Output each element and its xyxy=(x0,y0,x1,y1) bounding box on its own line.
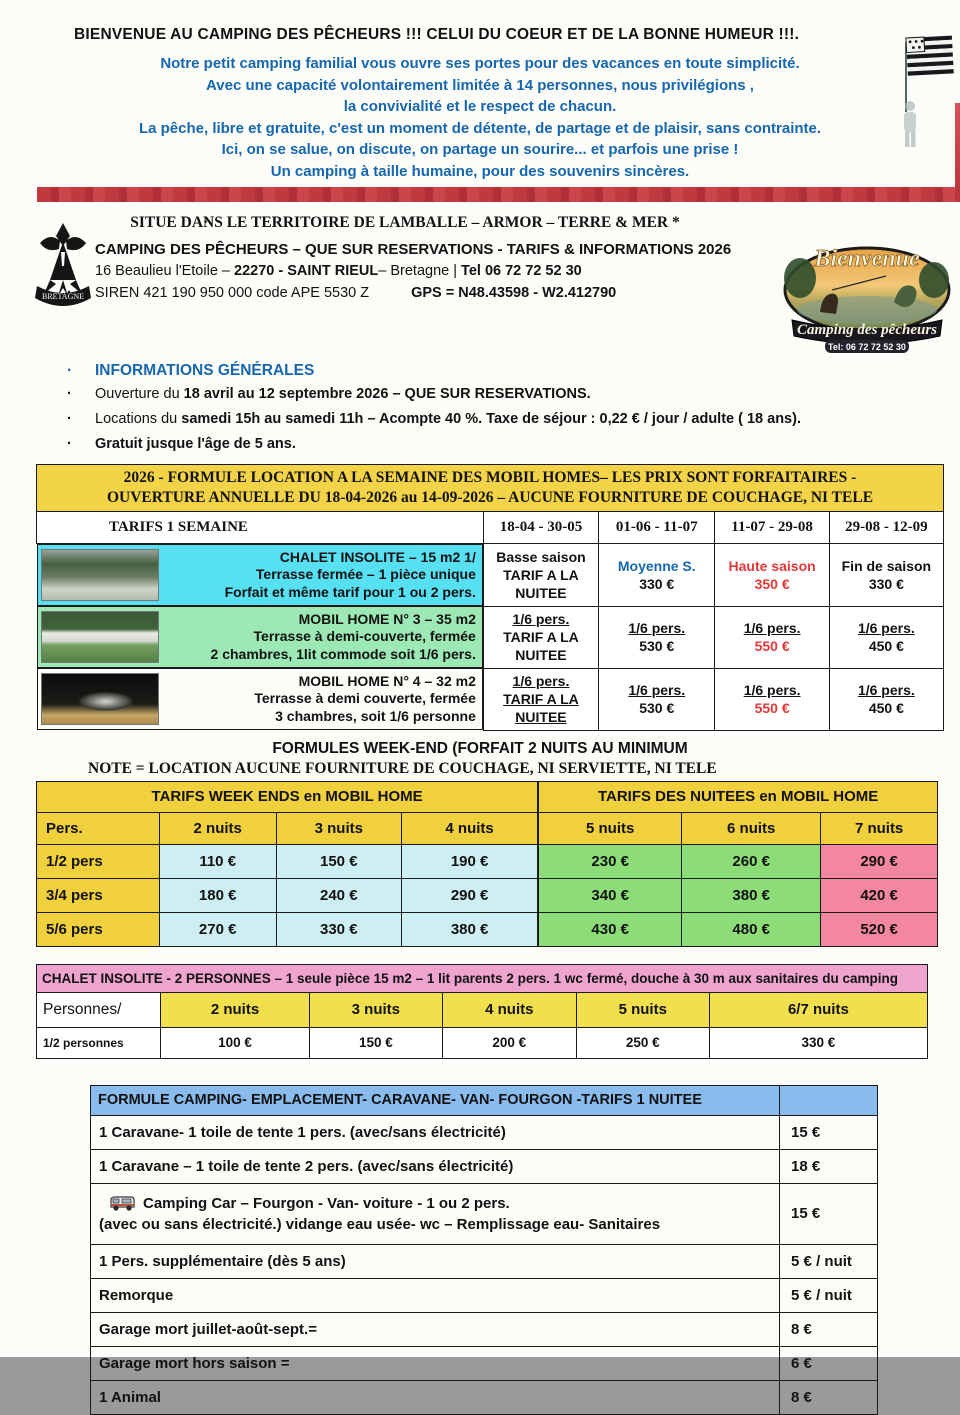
emblem-label: BRETAGNE xyxy=(41,292,85,301)
column-header: TARIFS 1 SEMAINE xyxy=(37,512,484,544)
price-cell: 240 € xyxy=(276,878,401,912)
bullet-text-bold: Gratuit jusque l'âge de 5 ans. xyxy=(95,436,296,452)
item-label-line2: (avec ou sans électricité.) vidange eau usée- wc – Remplissage eau- Sanitaires xyxy=(99,1215,661,1233)
column-header: 5 nuits xyxy=(576,992,709,1027)
price-cell xyxy=(599,544,715,607)
price-cell xyxy=(483,544,598,607)
column-header: 29-08 - 12-09 xyxy=(829,512,943,544)
price-cell: 150 € xyxy=(276,844,401,878)
accommodation-cell xyxy=(37,544,483,606)
intro-line: Un camping à taille humaine, pour des souvenirs sincères. xyxy=(270,162,690,180)
mobilhome4-photo xyxy=(41,673,159,725)
price-cell: 330 € xyxy=(276,912,401,946)
camping-row-campingcar xyxy=(91,1183,878,1244)
chalet-column-header-row xyxy=(37,992,928,1027)
price-cell xyxy=(715,544,829,607)
price-cell: 330 € xyxy=(709,1027,927,1058)
weekend-rates-table xyxy=(36,781,938,947)
price-cell: 520 € xyxy=(821,912,938,946)
intro-line: Notre petit camping familial vous ouvre ses portes pour des vacances en toute simplicité. xyxy=(160,55,800,72)
table-row-mobilhome-3 xyxy=(37,606,944,668)
price-cell: 190 € xyxy=(402,844,539,878)
territory-line: · SITUE DANS LE TERRITOIRE DE LAMBALLE – ARMOR – TERRE & MER * xyxy=(95,214,715,232)
tariff-note: TARIF A LA xyxy=(503,629,579,645)
price-cell: 8 € xyxy=(780,1380,878,1414)
bullet-text-bold: 18 avril au 12 septembre 2026 – QUE SUR RESERVATIONS. xyxy=(183,386,591,402)
price-cell: 260 € xyxy=(682,844,821,878)
accommodation-title: MOBIL HOME N° 3 – 35 m2 xyxy=(298,610,476,627)
info-bullet xyxy=(95,434,960,455)
price-cell: 8 € xyxy=(780,1312,878,1346)
column-header: Pers. xyxy=(37,812,160,844)
camping-row xyxy=(91,1380,878,1414)
bullet-text: Ouverture du xyxy=(95,386,184,402)
info-bullet xyxy=(95,384,960,405)
accommodation-desc: 3 chambres, soit 1/6 personne xyxy=(275,707,476,724)
capacity-label: 1/6 pers. xyxy=(512,673,570,689)
price-cell: 380 € xyxy=(402,912,539,946)
season-label: Moyenne S. xyxy=(617,557,696,574)
capacity-label: 1/6 pers. xyxy=(857,620,915,636)
weekly-header-row xyxy=(37,512,944,544)
intro-line: Avec une capacité volontairement limitée à 14 personnes, nous privilégions , xyxy=(206,76,754,94)
column-header: 6/7 nuits xyxy=(709,992,927,1027)
price-cell xyxy=(599,606,715,668)
address-postal: 22270 - SAINT RIEUL xyxy=(234,263,379,279)
persons-cell: 1/2 pers xyxy=(37,844,160,878)
address-part: – Bretagne | xyxy=(378,263,462,279)
capacity-label: 1/6 pers. xyxy=(628,620,686,636)
price-cell: 200 € xyxy=(442,1027,576,1058)
table-row-chalet-insolite xyxy=(37,544,944,607)
price-cell: 15 € xyxy=(780,1115,878,1149)
column-header: 4 nuits xyxy=(442,992,576,1027)
column-header: 11-07 - 29-08 xyxy=(715,512,829,544)
gps-coordinates: GPS = N48.43598 - W2.412790 xyxy=(411,285,617,301)
capacity-label: 1/6 pers. xyxy=(628,682,686,698)
info-heading: · INFORMATIONS GÉNÉRALES xyxy=(95,362,960,380)
banner-spacer-cell xyxy=(780,1085,878,1115)
price-cell xyxy=(715,606,829,668)
season-label: Fin de saison xyxy=(841,557,932,574)
price-value: 330 € xyxy=(639,575,675,592)
item-label: Remorque xyxy=(91,1278,780,1312)
price-cell: 180 € xyxy=(159,878,276,912)
siren-number: SIREN 421 190 950 000 code APE 5530 Z xyxy=(95,285,370,301)
column-header: 2 nuits xyxy=(159,812,276,844)
camper-van-icon xyxy=(109,1195,137,1216)
banner-line: OUVERTURE ANNUELLE DU 18-04-2026 au 14-09-2026 – AUCUNE FOURNITURE DE COUCHAGE, NI TELE xyxy=(106,489,874,506)
price-value: 450 € xyxy=(868,638,904,654)
price-value: 330 € xyxy=(868,575,904,592)
tariff-note: NUITEE xyxy=(515,709,567,725)
price-cell: 380 € xyxy=(682,878,821,912)
logo-bienvenue-text: Bienvenue xyxy=(814,246,920,272)
column-header: 4 nuits xyxy=(402,812,539,844)
price-cell xyxy=(829,668,943,730)
item-label: Garage mort hors saison = xyxy=(91,1346,780,1380)
camping-banner-row xyxy=(91,1085,878,1115)
camping-logo xyxy=(782,240,952,359)
price-cell: 480 € xyxy=(682,912,821,946)
item-label xyxy=(91,1183,780,1244)
weekend-note: NOTE = LOCATION AUCUNE FOURNITURE DE COUCHAGE, NI SERVIETTE, NI TELE xyxy=(88,759,717,777)
column-header: Personnes/ xyxy=(37,992,161,1027)
weekend-column-header-row xyxy=(37,812,938,844)
weekly-rates-table xyxy=(36,464,944,731)
intro-paragraph xyxy=(60,53,900,182)
season-label: Basse saison xyxy=(496,548,586,565)
price-value: 450 € xyxy=(868,700,904,716)
banner-line: 2026 - FORMULE LOCATION A LA SEMAINE DES MOBIL HOMES– LES PRIX SONT FORFAITAIRES - xyxy=(123,469,857,486)
chalet-banner: CHALET INSOLITE - 2 PERSONNES – 1 seule pièce 15 m2 – 1 lit parents 2 pers. 1 wc fermé, douche à 30 m aux sanitaires du camping xyxy=(37,964,928,992)
price-value: 350 € xyxy=(754,575,790,592)
intro-line: Ici, on se salue, on discute, on partage un sourire... et parfois une prise ! xyxy=(221,141,739,158)
price-value: 530 € xyxy=(639,700,675,716)
red-divider-band xyxy=(37,187,960,202)
phone-number: Tel 06 72 72 52 30 xyxy=(461,263,582,279)
price-cell: 420 € xyxy=(821,878,938,912)
chalet-banner-row xyxy=(37,964,928,992)
price-cell: 15 € xyxy=(780,1183,878,1244)
price-cell xyxy=(599,668,715,730)
item-label: Garage mort juillet-août-sept.= xyxy=(91,1312,780,1346)
accommodation-cell xyxy=(37,668,483,730)
price-cell: 340 € xyxy=(538,878,681,912)
accommodation-desc: Terrasse à demi-couverte, fermée xyxy=(253,628,476,645)
weekend-row-5-6-pers xyxy=(37,912,938,946)
price-cell: 230 € xyxy=(538,844,681,878)
camping-row xyxy=(91,1312,878,1346)
chalet-photo xyxy=(41,549,159,601)
weekend-group-header-row xyxy=(37,781,938,812)
column-header: 01-06 - 11-07 xyxy=(599,512,715,544)
column-header: 2 nuits xyxy=(161,992,310,1027)
logo-name-text: Camping des pêcheurs xyxy=(796,322,938,338)
general-info-section xyxy=(0,362,960,455)
capacity-label: 1/6 pers. xyxy=(743,620,801,636)
price-cell: 290 € xyxy=(402,878,539,912)
venue-name-line: CAMPING DES PÊCHEURS – QUE SUR RESERVATIONS - TARIFS & INFORMATIONS 2026 xyxy=(95,241,732,258)
price-cell: 5 € / nuit xyxy=(780,1278,878,1312)
price-value: 530 € xyxy=(639,638,675,654)
price-cell: 150 € xyxy=(309,1027,442,1058)
price-cell xyxy=(483,668,598,730)
accommodation-desc: Terrasse fermée – 1 pièce unique xyxy=(255,566,476,583)
camping-row xyxy=(91,1244,878,1278)
price-cell: 250 € xyxy=(576,1027,709,1058)
tariff-note: NUITEE xyxy=(515,647,567,663)
column-header: 7 nuits xyxy=(821,812,938,844)
price-cell xyxy=(715,668,829,730)
logo-tel-text: Tel: 06 72 72 52 30 xyxy=(828,342,906,352)
price-value: 550 € xyxy=(754,700,790,716)
price-cell xyxy=(829,606,943,668)
weekend-title: FORMULES WEEK-END (FORFAIT 2 NUITS AU MINIMUM xyxy=(272,739,688,757)
persons-cell: 1/2 personnes xyxy=(37,1027,161,1058)
breton-flag-icon xyxy=(880,30,954,152)
camping-row xyxy=(91,1346,878,1380)
mobilhome3-photo xyxy=(41,611,159,663)
group-header: TARIFS DES NUITEES en MOBIL HOME xyxy=(538,781,937,812)
info-bullet xyxy=(95,409,960,430)
bullet-text: Locations du xyxy=(95,411,182,427)
column-header: 3 nuits xyxy=(309,992,442,1027)
bretagne-ermine-icon xyxy=(32,222,94,327)
table-row-mobilhome-4 xyxy=(37,668,944,730)
weekend-row-1-2-pers xyxy=(37,844,938,878)
tariff-note: NUITEE xyxy=(515,584,567,601)
price-cell: 5 € / nuit xyxy=(780,1244,878,1278)
price-cell: 290 € xyxy=(821,844,938,878)
capacity-label: 1/6 pers. xyxy=(857,682,915,698)
item-label: 1 Caravane – 1 toile de tente 2 pers. (avec/sans électricité) xyxy=(91,1149,780,1183)
page-title: BIENVENUE AU CAMPING DES PÊCHEURS !!! CELUI DU COEUR ET DE LA BONNE HUMEUR !!!. xyxy=(74,26,800,43)
price-cell: 430 € xyxy=(538,912,681,946)
venue-section xyxy=(0,214,960,354)
price-cell: 18 € xyxy=(780,1149,878,1183)
accommodation-desc: Terrasse à demi couverte, fermée xyxy=(254,690,476,707)
tariff-note: TARIF A LA xyxy=(503,691,579,707)
price-cell xyxy=(483,606,598,668)
item-label-line1: Camping Car – Fourgon - Van- voiture - 1 ou 2 pers. xyxy=(143,1194,510,1212)
item-label: 1 Animal xyxy=(91,1380,780,1414)
price-value: 550 € xyxy=(754,638,790,654)
item-label: 1 Caravane- 1 toile de tente 1 pers. (avec/sans électricité) xyxy=(91,1115,780,1149)
season-label: Haute saison xyxy=(728,557,816,574)
red-scan-edge xyxy=(955,103,960,199)
weekend-row-3-4-pers xyxy=(37,878,938,912)
capacity-label: 1/6 pers. xyxy=(743,682,801,698)
price-cell: 6 € xyxy=(780,1346,878,1380)
accommodation-title: CHALET INSOLITE – 15 m2 1/ xyxy=(279,548,476,565)
persons-cell: 3/4 pers xyxy=(37,878,160,912)
chalet-insolite-table xyxy=(36,964,928,1059)
chalet-price-row xyxy=(37,1027,928,1058)
camping-row xyxy=(91,1115,878,1149)
tariff-note: TARIF A LA xyxy=(503,566,579,583)
camping-row xyxy=(91,1149,878,1183)
camping-banner: FORMULE CAMPING- EMPLACEMENT- CARAVANE- VAN- FOURGON -TARIFS 1 NUITEE xyxy=(91,1085,780,1115)
accommodation-title: MOBIL HOME N° 4 – 32 m2 xyxy=(298,672,476,689)
group-header: TARIFS WEEK ENDS en MOBIL HOME xyxy=(37,781,539,812)
bullet-text-bold: samedi 15h au samedi 11h – Acompte 40 %. Taxe de séjour : 0,22 € / jour / adulte ( 18 ans). xyxy=(181,411,801,427)
price-cell: 100 € xyxy=(161,1027,310,1058)
column-header: 5 nuits xyxy=(538,812,681,844)
item-label: 1 Pers. supplémentaire (dès 5 ans) xyxy=(91,1244,780,1278)
weekly-table-banner xyxy=(37,465,944,512)
accommodation-desc: 2 chambres, 1lit commode soit 1/6 pers. xyxy=(210,645,476,662)
price-cell: 270 € xyxy=(159,912,276,946)
camping-rates-table xyxy=(90,1085,878,1415)
column-header: 18-04 - 30-05 xyxy=(483,512,598,544)
accommodation-cell xyxy=(37,606,483,668)
column-header: 6 nuits xyxy=(682,812,821,844)
accommodation-desc: Forfait et même tarif pour 1 ou 2 pers. xyxy=(224,583,476,600)
price-cell: 110 € xyxy=(159,844,276,878)
intro-line: la convivialité et le respect de chacun. xyxy=(343,98,617,115)
persons-cell: 5/6 pers xyxy=(37,912,160,946)
intro-line: La pêche, libre et gratuite, c'est un moment de détente, de partage et de plaisir, sans contrainte. xyxy=(138,119,822,137)
address-part: 16 Beaulieu l'Etoile – xyxy=(95,263,235,279)
camping-row xyxy=(91,1278,878,1312)
price-cell xyxy=(829,544,943,607)
column-header: 3 nuits xyxy=(276,812,401,844)
capacity-label: 1/6 pers. xyxy=(512,611,570,627)
